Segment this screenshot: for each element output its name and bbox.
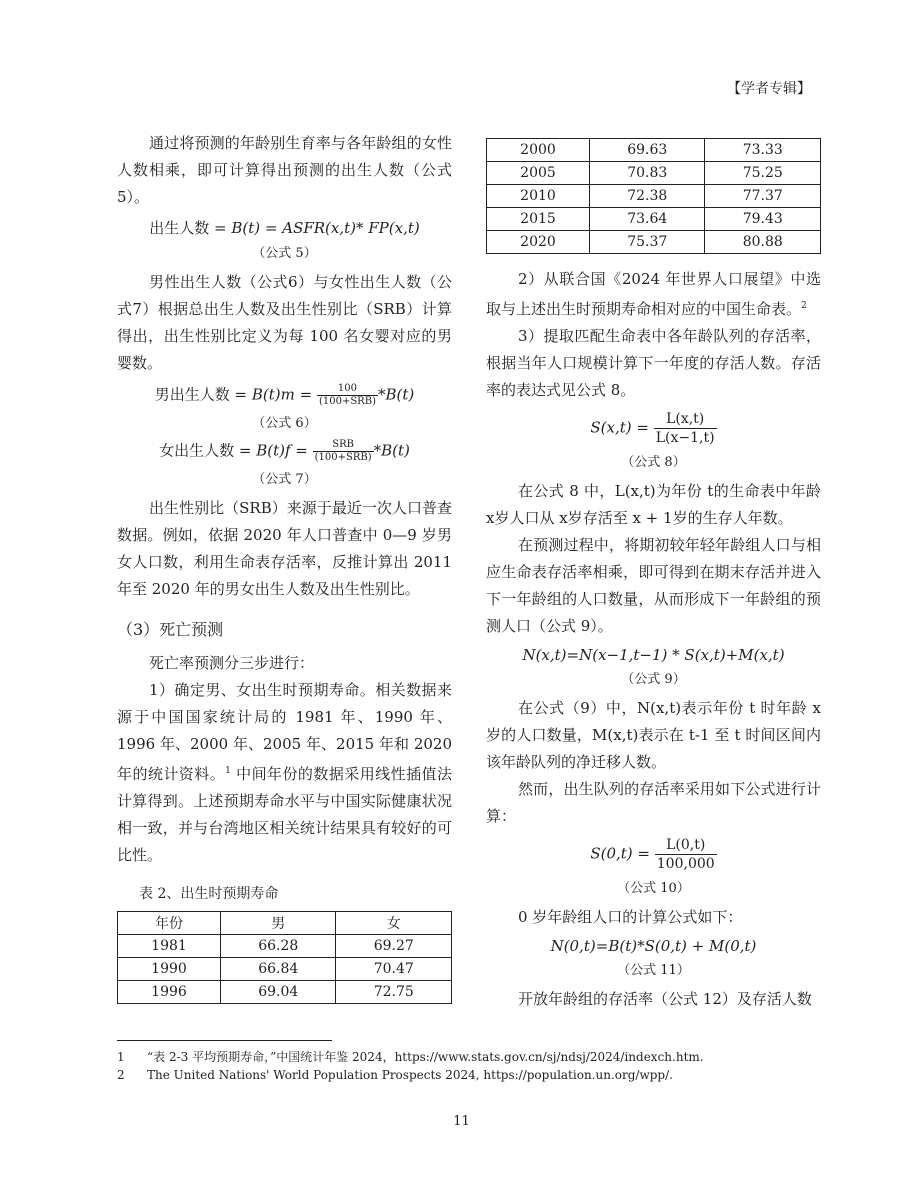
table-cell: 72.38 [589, 185, 705, 208]
formula-9: N(x,t)=N(x−1,t−1) * S(x,t)+M(x,t) [522, 646, 785, 664]
fraction-numerator: 100 [317, 383, 378, 396]
fraction-numerator: L(x,t) [654, 410, 717, 429]
formula-symbol: B(t)f = [256, 441, 313, 460]
footnote-text[interactable]: “表 2-3 平均预期寿命，”中国统计年鉴 2024，https://www.stats.gov.cn/sj/ndsj/2024/indexch.htm. [147, 1050, 704, 1064]
formula-lhs: 出生人数 = [149, 219, 232, 237]
journal-section-tag: 【学者专辑】 [727, 81, 811, 97]
paragraph-text: 中间年份的数据采用线性插值法计算得到。上述预期寿命水平与中国实际健康状况相一致，并与台湾地区相关统计结果具有较好的可比性。 [117, 765, 452, 864]
table-row [118, 981, 452, 1004]
paragraph: 通过将预测的年龄别生育率与各年龄组的女性人数相乘，即可计算得出预测的出生人数（公式5）。 [117, 134, 452, 206]
table-cell: 72.75 [336, 981, 452, 1004]
table-cell: 2020 [487, 231, 590, 254]
table-header-row [118, 912, 452, 935]
table-cell: 73.64 [589, 208, 705, 231]
table-cell: 77.37 [705, 185, 821, 208]
formula-11: N(0,t)=B(t)*S(0,t) + M(0,t) [550, 937, 757, 955]
paragraph: 出生性别比（SRB）来源于最近一次人口普查数据。例如，依据 2020 年人口普查中 0—9 岁男女人口数，利用生命表存活率，反推计算出 2011 年至 2020 年的男女出生人数及出生性别比。 [117, 499, 452, 598]
table-cell: 66.28 [220, 935, 336, 958]
footnote [117, 1066, 704, 1084]
fraction-numerator: L(0,t) [655, 836, 717, 855]
formula-10 [486, 836, 821, 873]
formula-rhs: B(t) = ASFR(x,t)* FP(x,t) [231, 219, 420, 237]
table-cell: 73.33 [705, 139, 821, 162]
footnote [117, 1048, 704, 1066]
formula-lhs: S(x,t) = [590, 418, 654, 437]
formula-7 [117, 439, 452, 464]
paragraph: 在预测过程中，将期初较年轻年龄组人口与相应生命表存活率相乘，即可得到在期末存活并进入下一年龄组的人口数量，从而形成下一年龄组的预测人口（公式 9）。 [486, 536, 821, 635]
table-cell: 79.43 [705, 208, 821, 231]
formula-label: （公式 7） [252, 472, 317, 487]
paragraph: 男性出生人数（公式6）与女性出生人数（公式7）根据总出生人数及出生性别比（SRB）计算得出，出生性别比定义为每 100 名女婴对应的男婴数。 [117, 273, 452, 372]
footnote-text[interactable]: The United Nations' World Population Prospects 2024, https://population.un.org/wpp/. [147, 1068, 673, 1082]
paragraph [486, 266, 821, 323]
table-header: 男 [220, 912, 336, 935]
table-caption: 表 2、出生时预期寿命 [139, 886, 279, 902]
table-cell: 69.04 [220, 981, 336, 1004]
fraction-numerator: SRB [313, 439, 374, 452]
table-cell: 2010 [487, 185, 590, 208]
table-header: 女 [336, 912, 452, 935]
table-row [118, 935, 452, 958]
footnote-number: 1 [117, 1050, 125, 1064]
table-cell: 75.25 [705, 162, 821, 185]
table-cell: 69.27 [336, 935, 452, 958]
fraction-denominator: 100,000 [656, 856, 715, 872]
table-cell: 1981 [118, 935, 221, 958]
formula-label: （公式 5） [252, 246, 317, 261]
fraction-denominator: (100+SRB) [318, 396, 376, 407]
formula-6 [117, 383, 452, 408]
fraction-denominator: (100+SRB) [314, 452, 372, 463]
footnotes [117, 1048, 704, 1084]
table-cell: 70.47 [336, 958, 452, 981]
table-cell: 66.84 [220, 958, 336, 981]
paragraph [117, 677, 452, 869]
table-cell: 1990 [118, 958, 221, 981]
table-cell: 2000 [487, 139, 590, 162]
table-row [487, 185, 821, 208]
section-heading: （3）死亡预测 [117, 620, 224, 639]
formula-label: （公式 9） [621, 672, 686, 687]
formula-label: （公式 8） [621, 455, 686, 470]
table-cell: 70.83 [589, 162, 705, 185]
life-expectancy-table-part1 [117, 911, 452, 1004]
table-row [487, 208, 821, 231]
left-column [117, 130, 452, 1004]
paragraph: 0 岁年龄组人口的计算公式如下： [518, 908, 743, 926]
formula-tail: *B(t) [373, 441, 410, 460]
formula-lhs: 男出生人数 = [154, 385, 252, 404]
table-row [118, 958, 452, 981]
paragraph: 3）提取匹配生命表中各年龄队列的存活率，根据当年人口规模计算下一年度的存活人数。存活率的表达式见公式 8。 [486, 327, 821, 399]
table-cell: 69.63 [589, 139, 705, 162]
table-row [487, 162, 821, 185]
paragraph: 死亡率预测分三步进行： [149, 654, 315, 672]
life-expectancy-table-part2 [486, 138, 821, 254]
formula-label: （公式 10） [617, 881, 690, 896]
fraction [655, 836, 717, 873]
table-cell: 75.37 [589, 231, 705, 254]
formula-label: （公式 6） [252, 416, 317, 431]
formula-tail: *B(t) [377, 385, 415, 404]
footnote-number: 2 [117, 1068, 125, 1082]
paragraph-text: 1）确定男、女出生时预期寿命。相关数据来源于中国国家统计局的 1981 年、1990 年、1996 年、2000 年、2005 年、2015 年和 2020 年的统计资料。 [117, 681, 452, 783]
right-column [486, 138, 821, 1013]
formula-lhs: 女出生人数 = [159, 441, 257, 460]
paragraph: 在公式（9）中，N(x,t)表示年份 t 时年龄 x岁的人口数量，M(x,t)表示在 t-1 至 t 时间区间内该年龄队列的净迁移人数。 [486, 699, 821, 771]
formula-lhs: S(0,t) = [590, 844, 655, 863]
paragraph: 开放年龄组的存活率（公式 12）及存活人数 [518, 990, 812, 1008]
footnote-ref[interactable]: 2 [801, 301, 807, 311]
table-row [487, 231, 821, 254]
formula-5 [117, 217, 452, 238]
table-header: 年份 [118, 912, 221, 935]
footnote-ref[interactable]: 1 [225, 766, 231, 776]
fraction [654, 410, 717, 447]
footnote-divider [117, 1040, 332, 1041]
fraction-denominator: L(x−1,t) [655, 430, 715, 446]
table-cell: 2015 [487, 208, 590, 231]
table-cell: 1996 [118, 981, 221, 1004]
formula-8 [486, 410, 821, 447]
fraction [313, 439, 374, 464]
fraction [317, 383, 378, 408]
table-cell: 80.88 [705, 231, 821, 254]
formula-symbol: B(t)m = [251, 385, 317, 404]
paragraph: 然而，出生队列的存活率采用如下公式进行计算： [486, 780, 821, 825]
table-cell: 2005 [487, 162, 590, 185]
paragraph: 在公式 8 中，L(x,t)为年份 t的生命表中年龄x岁人口从 x岁存活至 x + 1岁的生存人年数。 [486, 482, 821, 527]
formula-label: （公式 11） [617, 963, 690, 978]
page-number: 11 [453, 1114, 470, 1129]
table-row [487, 139, 821, 162]
paragraph-text: 2）从联合国《2024 年世界人口展望》中选取与上述出生时预期寿命相对应的中国生命表。 [486, 270, 821, 318]
